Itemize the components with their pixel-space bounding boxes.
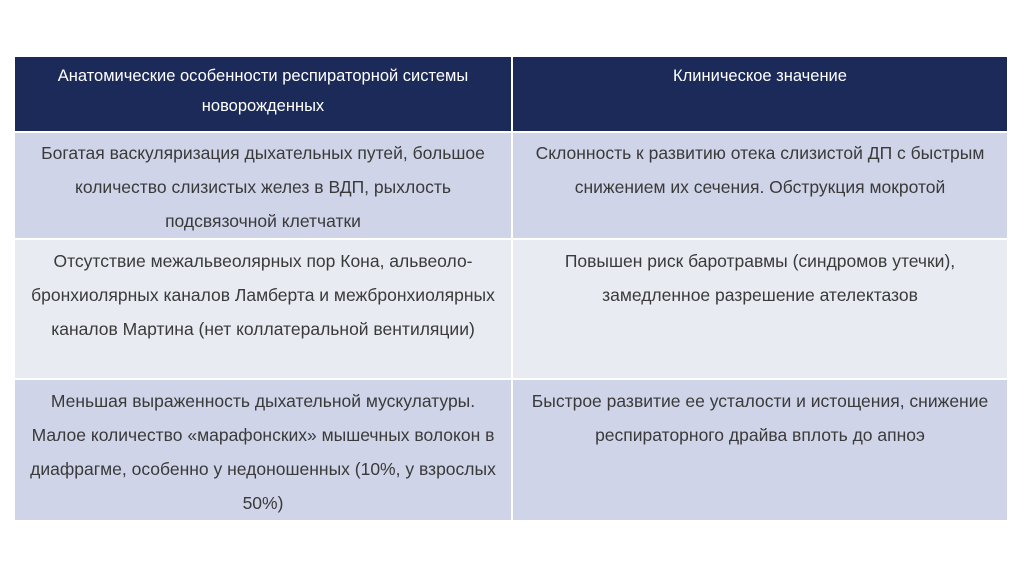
table-row <box>15 239 1008 379</box>
feature-cell: Меньшая выраженность дыхательной мускулатуры. Малое количество «марафонских» мышечных волокон в диафрагме, особенно у недоношенных (10%, у взрослых 50%) <box>15 379 512 521</box>
feature-cell: Богатая васкуляризация дыхательных путей, большое количество слизистых желез в ВДП, рыхлость подсвязочной клетчатки <box>15 132 512 239</box>
feature-cell: Отсутствие межальвеолярных пор Кона, альвеоло-бронхиолярных каналов Ламберта и межбронхиолярных каналов Мартина (нет коллатеральной вентиляции) <box>15 239 512 379</box>
table-row <box>15 379 1008 521</box>
table-row <box>15 132 1008 239</box>
table-header-row <box>15 57 1008 132</box>
comparison-table <box>15 57 1009 522</box>
significance-cell: Быстрое развитие ее усталости и истощения, снижение респираторного драйва вплоть до апноэ <box>512 379 1008 521</box>
header-clinical-significance: Клиническое значение <box>512 57 1008 132</box>
header-anatomical-features: Анатомические особенности респираторной системы новорожденных <box>15 57 512 132</box>
significance-cell: Склонность к развитию отека слизистой ДП с быстрым снижением их сечения. Обструкция мокротой <box>512 132 1008 239</box>
significance-cell: Повышен риск баротравмы (синдромов утечки), замедленное разрешение ателектазов <box>512 239 1008 379</box>
